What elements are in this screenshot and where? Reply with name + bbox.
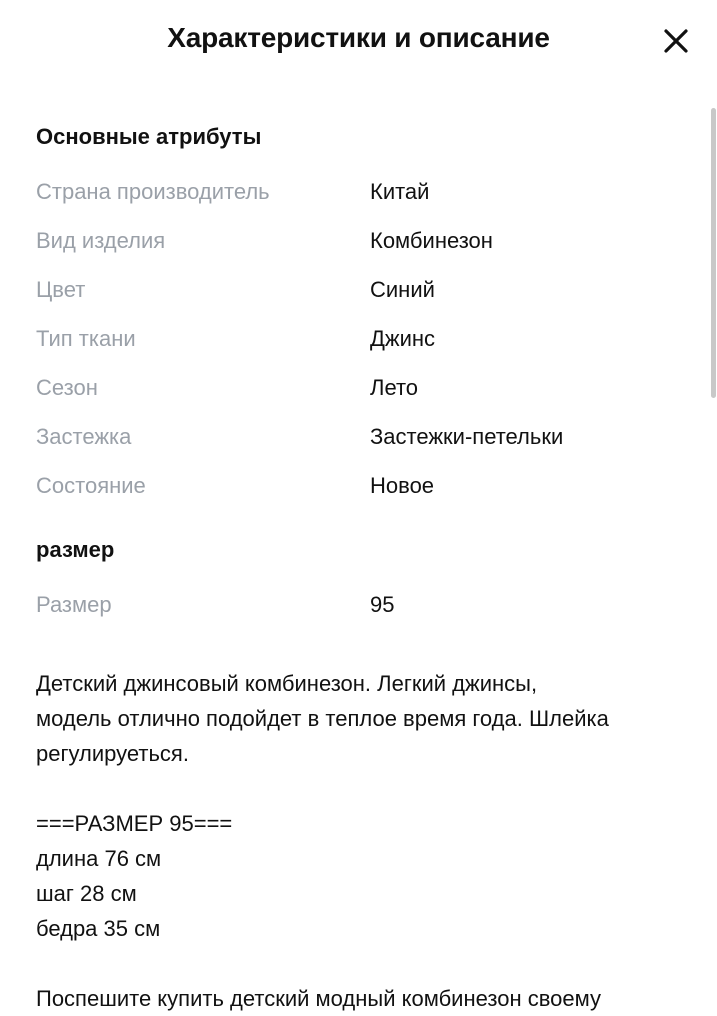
product-description [36,666,701,1016]
attribute-row-fabric [36,326,696,356]
attribute-label: Страна производитель [36,179,270,204]
attribute-label: Цвет [36,277,86,302]
page-title: Характеристики и описание [167,22,550,53]
attribute-label: Состояние [36,473,146,498]
attribute-value: Лето [370,375,419,400]
description-line: регулируеться. [36,741,189,766]
description-line: модель отлично подойдет в теплое время года. Шлейка [36,706,609,731]
attribute-row-country [36,179,696,209]
scrollbar-thumb[interactable] [711,108,716,398]
description-line: шаг 28 см [36,881,137,906]
attribute-value: Джинс [370,326,436,351]
description-line [36,771,701,806]
close-icon [657,22,695,60]
attribute-label: Застежка [36,424,132,449]
attribute-value: Комбинезон [370,228,493,253]
attribute-row-condition [36,473,696,503]
attribute-label: Размер [36,592,112,617]
section-title-size: размер [36,537,115,562]
attribute-row-product-type [36,228,696,258]
attribute-row-size [36,592,696,622]
description-line: бедра 35 см [36,916,161,941]
attribute-label: Сезон [36,375,98,400]
attribute-row-season [36,375,696,405]
attribute-value: Новое [370,473,435,498]
description-line: длина 76 см [36,846,162,871]
attribute-value: Синий [370,277,435,302]
description-line: Детский джинсовый комбинезон. Легкий джинсы, [36,671,538,696]
attribute-label: Вид изделия [36,228,166,253]
attribute-value: Китай [370,179,430,204]
attribute-value: Застежки-петельки [370,424,564,449]
description-line: ===РАЗМЕР 95=== [36,811,233,836]
attribute-row-color [36,277,696,307]
close-button[interactable] [657,22,695,60]
attribute-value: 95 [370,592,395,617]
description-line [36,946,701,981]
attribute-label: Тип ткани [36,326,136,351]
header [0,0,717,82]
section-title-main-attributes: Основные атрибуты [36,124,262,149]
description-line: Поспешите купить детский модный комбинезон своему [36,986,601,1011]
attribute-row-fastener [36,424,696,454]
